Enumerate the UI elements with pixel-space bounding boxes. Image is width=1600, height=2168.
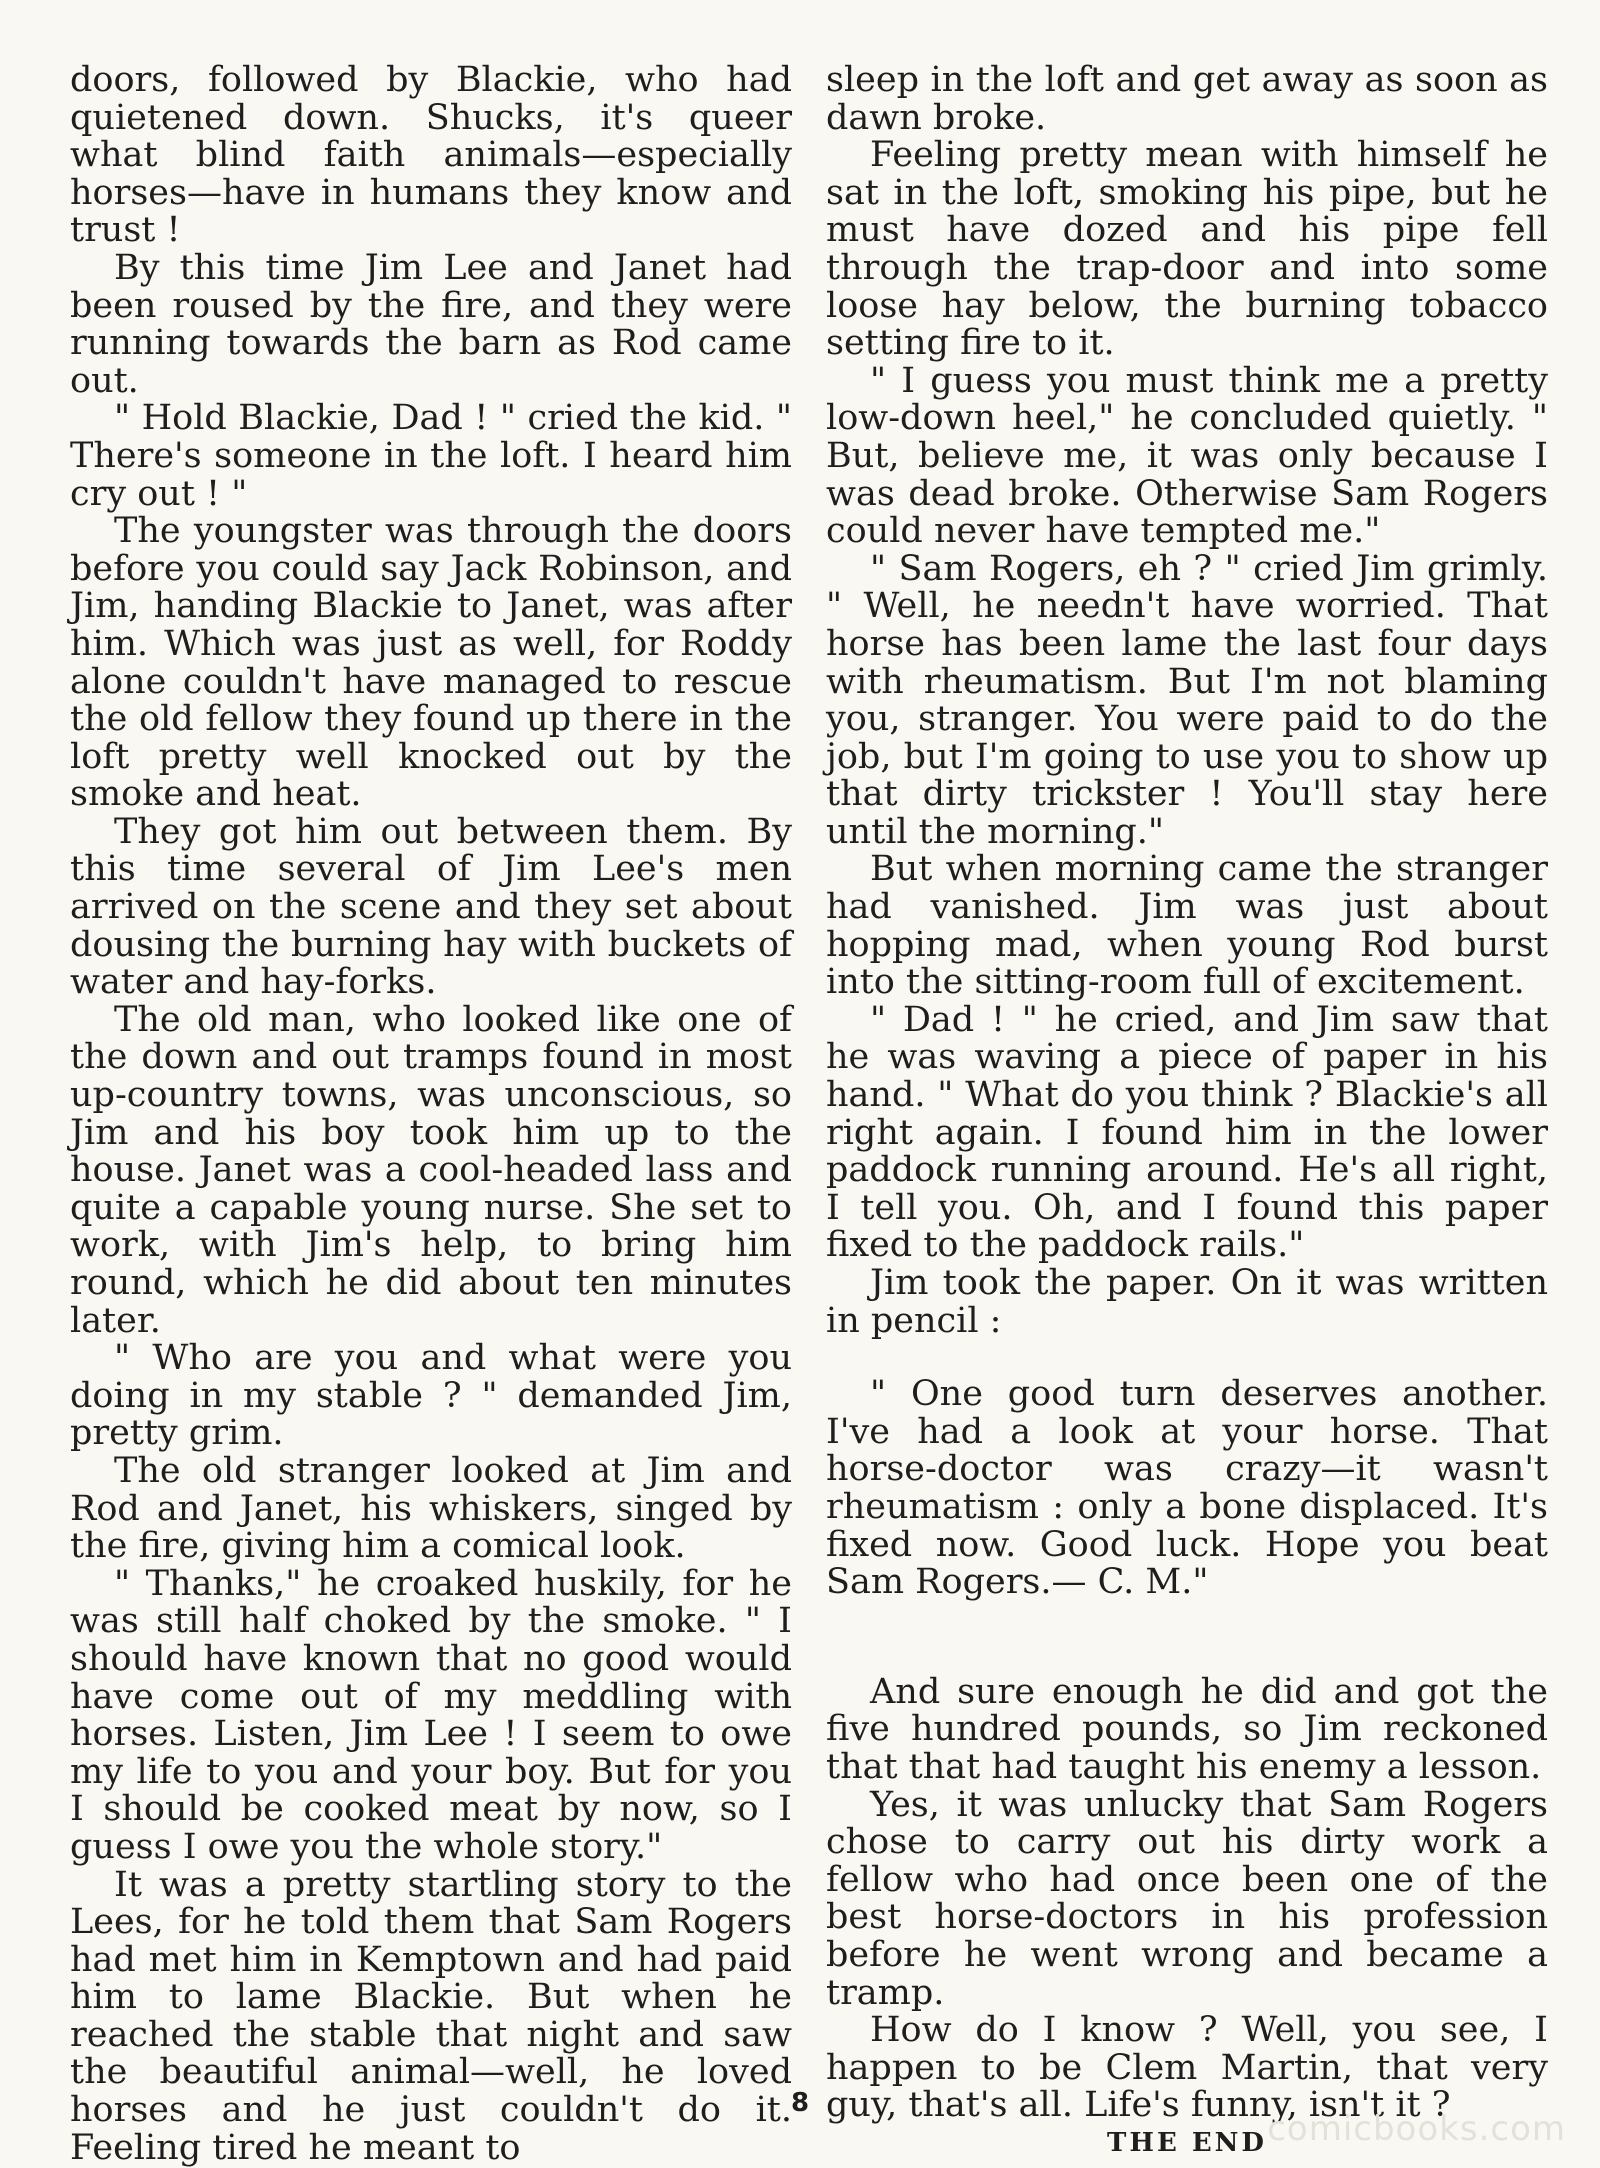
story-paragraph: It was a pretty startling story to the Lees, for he told them that Sam Rogers had met him in Kemptown and had paid him to lame Blackie. But when he reached the stable that night and saw the beautiful animal—well, he loved horses and he just couldn't do it. Feeling tired he meant to <box>70 1864 792 2168</box>
left-column <box>70 62 792 2167</box>
watermark: comicbooks.com <box>1267 2109 1566 2149</box>
story-paragraph: The youngster was through the doors before you could say Jack Robinson, and Jim, handing Blackie to Janet, was after him. Which was just as well, for Roddy alone couldn't have managed to rescue the old fellow they found up there in the loft pretty well knocked out by the smoke and heat. <box>70 511 792 815</box>
story-paragraph: Yes, it was unlucky that Sam Rogers chose to carry out his dirty work a fellow who had once been one of the best horse-doctors in his profession before he went wrong and became a tramp. <box>826 1784 1548 2013</box>
story-paragraph: By this time Jim Lee and Janet had been roused by the fire, and they were running towards the barn as Rod came out. <box>70 247 792 401</box>
story-paragraph: The old man, who looked like one of the down and out tramps found in most up-country towns, was unconscious, so Jim and his boy took him up to the house. Janet was a cool-headed lass and quite a capable young nurse. She set to work, with Jim's help, to bring him round, which he did about ten minutes later. <box>70 999 792 1341</box>
page-number: 8 <box>790 2088 810 2118</box>
story-paragraph: Feeling pretty mean with himself he sat in the loft, smoking his pipe, but he must have dozed and his pipe fell through the trap-door and into some loose hay below, the burning tobacco setting fire to it. <box>826 135 1548 364</box>
story-paragraph: " Thanks," he croaked huskily, for he was still half choked by the smoke. " I should have known that no good would have come out of my meddling with horses. Listen, Jim Lee ! I seem to owe my life to you and your boy. But for you I should be cooked meat by now, so I guess I owe you the whole story." <box>70 1563 792 1867</box>
story-paragraph: " Hold Blackie, Dad ! " cried the kid. " There's someone in the loft. I heard him cry out ! " <box>70 398 792 514</box>
story-paragraph: sleep in the loft and get away as soon as dawn broke. <box>826 60 1548 138</box>
story-paragraph: They got him out between them. By this time several of Jim Lee's men arrived on the scene and they set about dousing the burning hay with buckets of water and hay-forks. <box>70 811 792 1003</box>
story-paragraph: The old stranger looked at Jim and Rod and Janet, his whiskers, singed by the fire, giving him a comical look. <box>70 1450 792 1567</box>
pencil-letter: " One good turn deserves another. I've had a look at your horse. That horse-doctor was crazy—it wasn't rheumatism : only a bone displaced. It's fixed now. Good luck. Hope you beat Sam Rogers.— C. M." <box>826 1374 1548 1603</box>
story-paragraph: And sure enough he did and got the five hundred pounds, so Jim reckoned that that had taught his enemy a lesson. <box>826 1671 1548 1787</box>
story-paragraph: " Who are you and what were you doing in my stable ? " demanded Jim, pretty grim. <box>70 1338 792 1454</box>
story-paragraph: Jim took the paper. On it was written in pencil : <box>826 1263 1548 1341</box>
story-paragraph: But when morning came the stranger had vanished. Jim was just about hopping mad, when young Rod burst into the sitting-room full of excitement. <box>826 849 1548 1003</box>
story-paragraph: " I guess you must think me a pretty low-down heel," he concluded quietly. " But, believe me, it was only because I was dead broke. Otherwise Sam Rogers could never have tempted me." <box>826 360 1548 552</box>
story-paragraph: doors, followed by Blackie, who had quietened down. Shucks, it's queer what blind faith animals—especially horses—have in humans they know and trust ! <box>70 60 792 251</box>
story-paragraph: " Sam Rogers, eh ? " cried Jim grimly. " Well, he needn't have worried. That horse has been lame the last four days with rheumatism. But I'm not blaming you, stranger. You were paid to do the job, but I'm going to use you to show up that dirty trickster ! You'll stay here until the morning." <box>826 548 1548 852</box>
the-end-label: THE END <box>1107 2127 1267 2158</box>
story-paragraph: How do I know ? Well, you see, I happen to be Clem Martin, that very guy, that's all. Life's funny, isn't it ? <box>826 2010 1548 2126</box>
story-paragraph: " Dad ! " he cried, and Jim saw that he was waving a piece of paper in his hand. " What do you think ? Blackie's all right again. I found him in the lower paddock running around. He's all right, I tell you. Oh, and I found this paper fixed to the paddock rails." <box>826 999 1548 1266</box>
right-column <box>826 62 1548 2162</box>
